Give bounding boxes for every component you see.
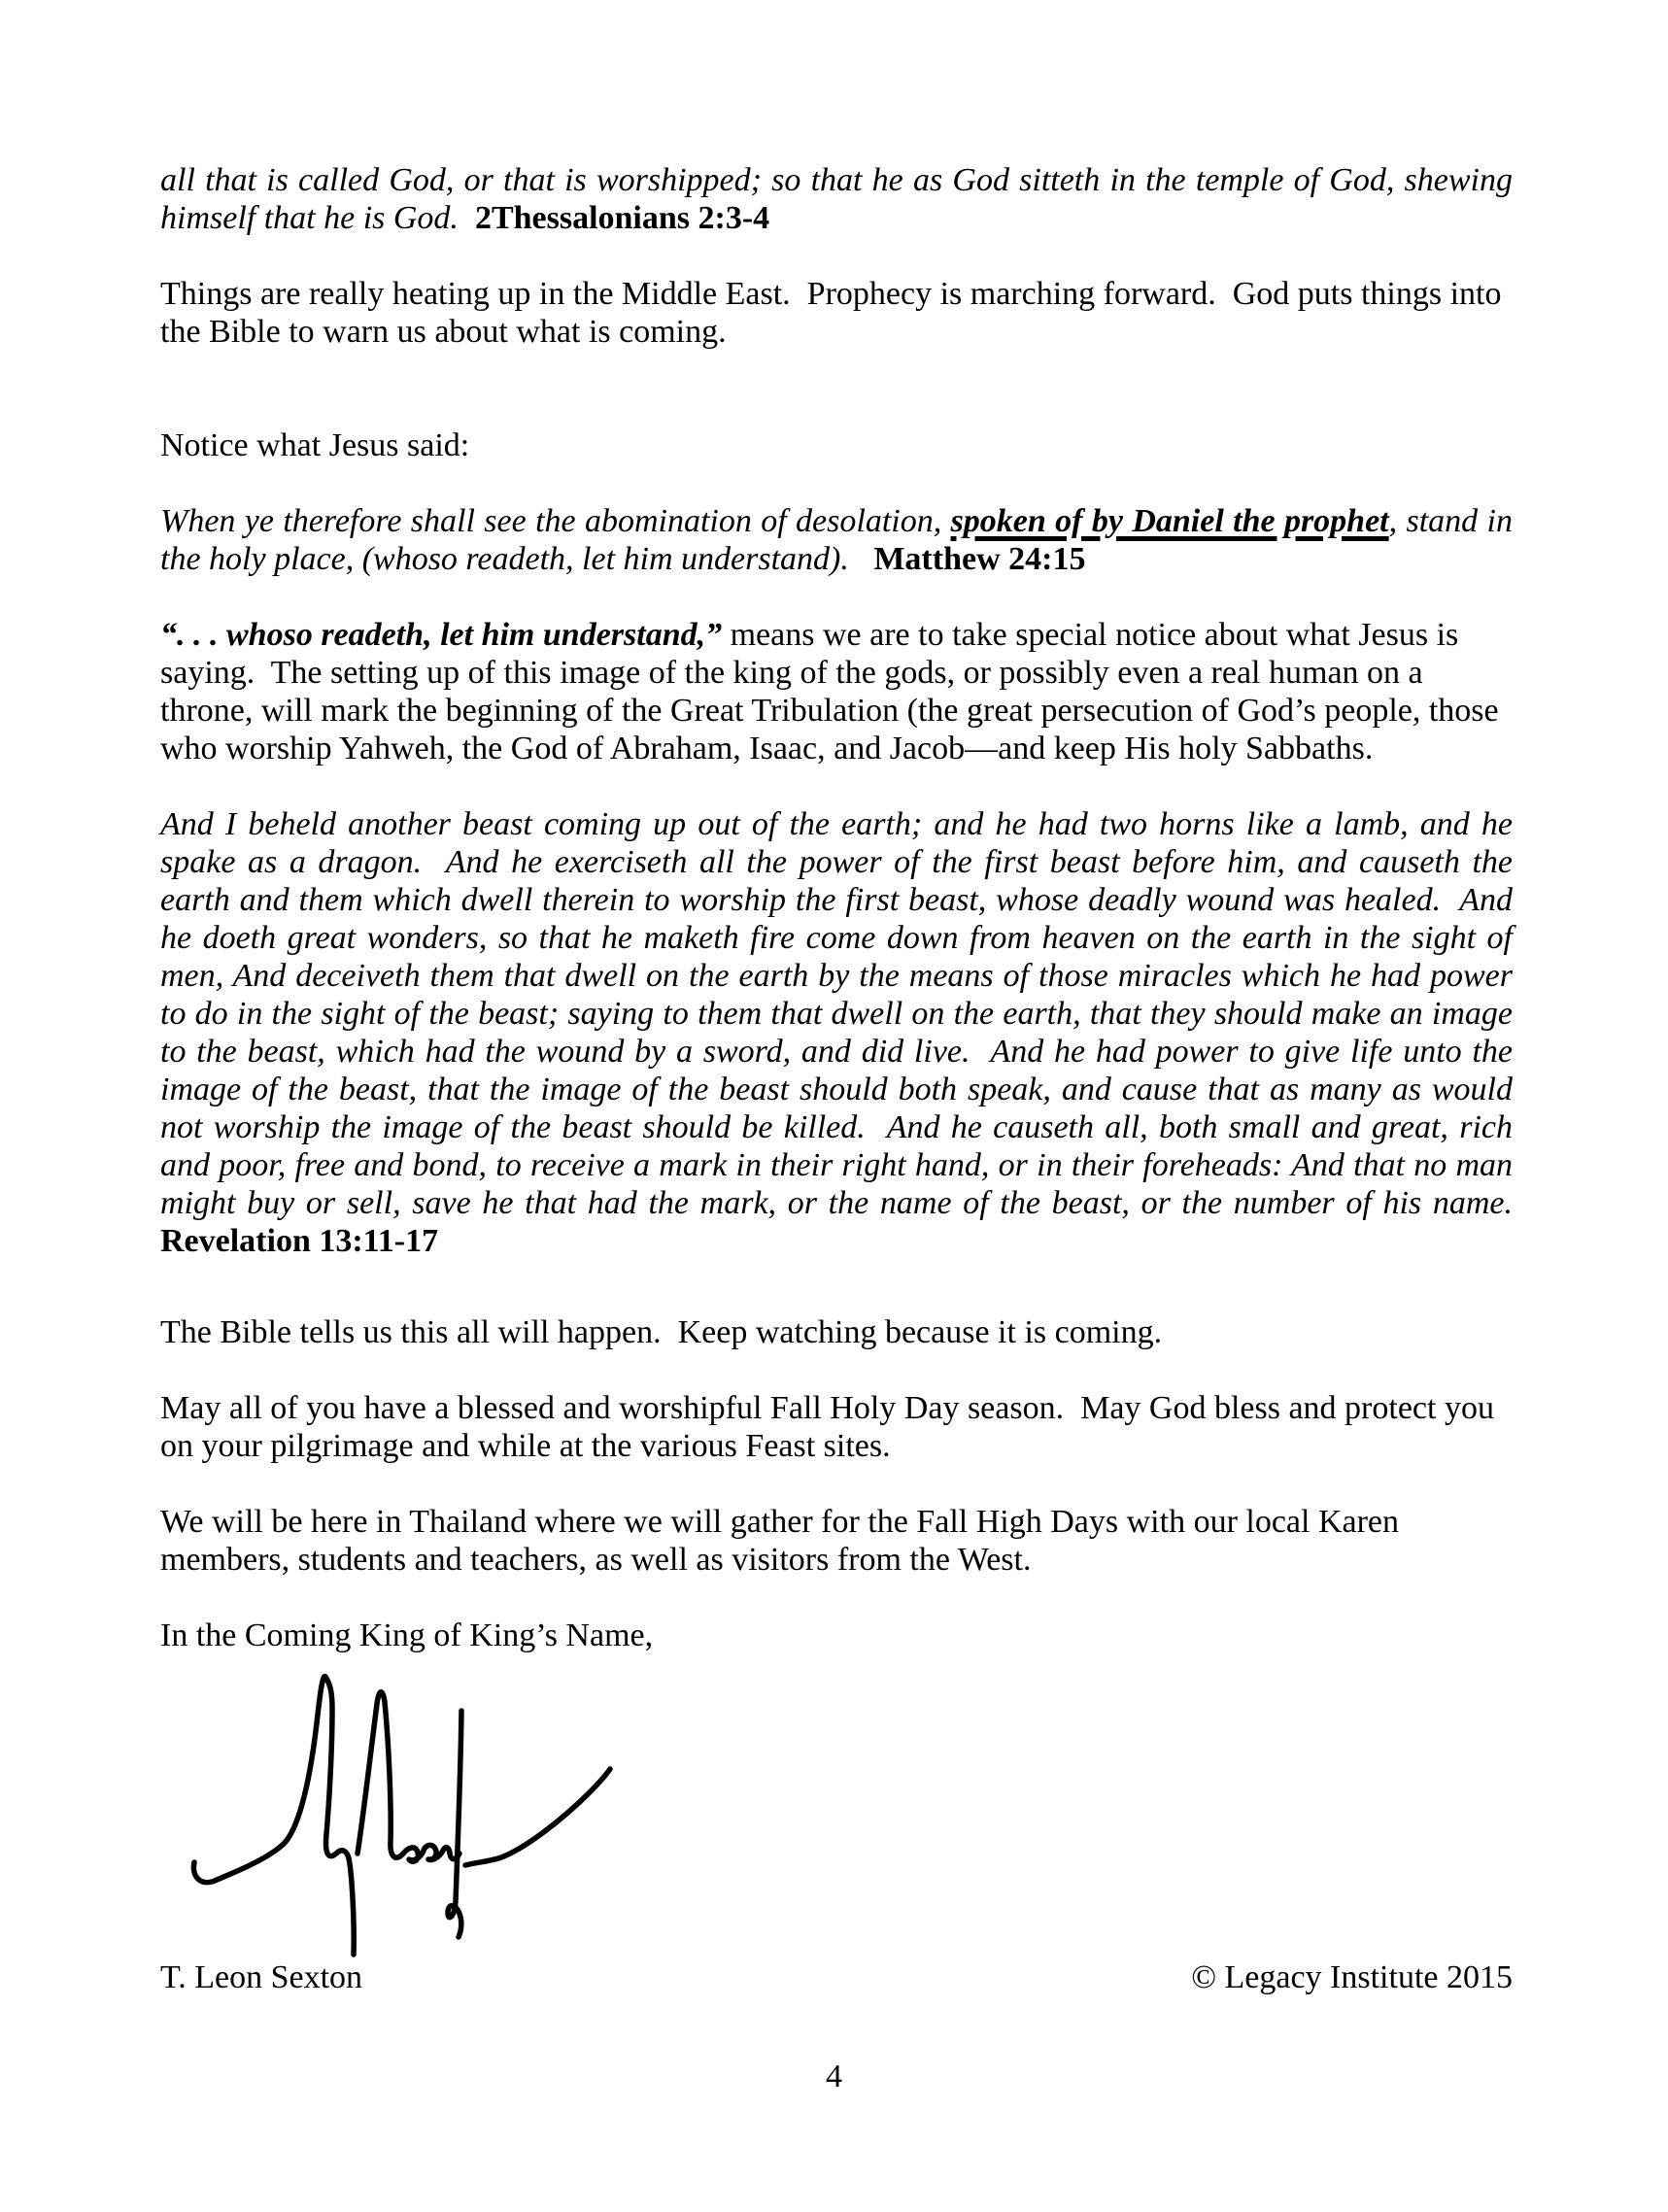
quote-text-2thessalonians: all that is called God, or that is worshipped; so that he as God sitteth in the temple of God, shewing himself that he is God. xyxy=(160,162,1521,236)
paragraph-blessing: May all of you have a blessed and worshipful Fall Holy Day season. May God bless and protect you on your pilgrimage and while at the various Feast sites. xyxy=(160,1390,1503,1464)
scripture-reference-matthew: Matthew 24:15 xyxy=(873,541,1086,577)
closing-line: In the Coming King of King’s Name, xyxy=(160,1617,654,1653)
signoff-row xyxy=(160,1958,1513,1996)
paragraph-whoso-readeth xyxy=(160,616,1513,767)
scripture-quote-matthew xyxy=(160,502,1521,578)
paragraph-bible-tells: The Bible tells us this all will happen. Keep watching because it is coming. xyxy=(160,1314,1163,1350)
emphasized-phrase-daniel: spoken of by Daniel the prophet xyxy=(950,503,1389,539)
paragraph-notice: Notice what Jesus said: xyxy=(160,427,470,463)
scripture-quote-2thessalonians xyxy=(160,161,1521,237)
scripture-reference-2thessalonians: 2Thessalonians 2:3-4 xyxy=(474,200,770,236)
signature-stroke-letters xyxy=(357,1692,460,1861)
quote-text-matthew-pre: When ye therefore shall see the abomination of desolation, xyxy=(160,503,951,539)
paragraph-middle-east: Things are really heating up in the Middle East. Prophecy is marching forward. God puts things into the Bible to warn us about what is coming. xyxy=(160,276,1511,350)
author-name: T. Leon Sexton xyxy=(160,1959,363,1995)
signature-stroke-sweep-loop xyxy=(193,1677,354,1955)
quote-text-revelation: And I beheld another beast coming up out of the earth; and he had two horns like a lamb, and he spake as a dragon. And he exerciseth all the power of the first beast before him, and causeth the earth and them which dwell therein to worship the first beast, whose deadly wound was healed. And he doeth great wonders, so that he maketh fire come down from heaven on the earth in the sight of men, And deceiveth them that dwell on the earth by the means of those miracles which he had power to do in the sight of the beast; saying to them that dwell on the earth, that they should make an image to the beast, which had the wound by a sword, and did live. And he had power to give life unto the image of the beast, that the image of the beast should both speak, and cause that as many as would not worship the image of the beast should be killed. And he causeth all, both small and great, rich and poor, free and bond, to receive a mark in their right hand, or in their foreheads: And that no man might buy or sell, save he that had the mark, or the name of the beast, or the number of his name. xyxy=(160,806,1529,1221)
letter-body xyxy=(160,161,1529,1692)
whoso-readeth-rest: means we are to take special notice about what Jesus is saying. The setting up of this image of the king of the gods, or possibly even a real human on a throne, will mark the beginning of the Great Tribulation (the great persecution of God’s people, those who worship Yahweh, the God of Abraham, Isaac, and Jacob—and keep His holy Sabbaths. xyxy=(160,617,1508,766)
page-number: 4 xyxy=(826,2059,842,2094)
scripture-reference-revelation: Revelation 13:11-17 xyxy=(160,1223,439,1259)
paragraph-thailand: We will be here in Thailand where we will gather for the Fall High Days with our local Karen members, students and teachers, as well as visitors from the West. xyxy=(160,1504,1408,1578)
signature-t-leon-sexton xyxy=(185,1663,641,1969)
copyright-notice: © Legacy Institute 2015 xyxy=(1191,1959,1513,1995)
quote-text-matthew-post: , stand in the holy place, (whoso readeth, let him understand). xyxy=(160,503,1521,577)
signature-stroke-tall-descender xyxy=(448,1711,461,1937)
scripture-quote-revelation xyxy=(160,805,1529,1260)
whoso-readeth-lead: “. . . whoso readeth, let him understand,” xyxy=(160,617,723,653)
signature-stroke-flourish xyxy=(465,1769,610,1865)
